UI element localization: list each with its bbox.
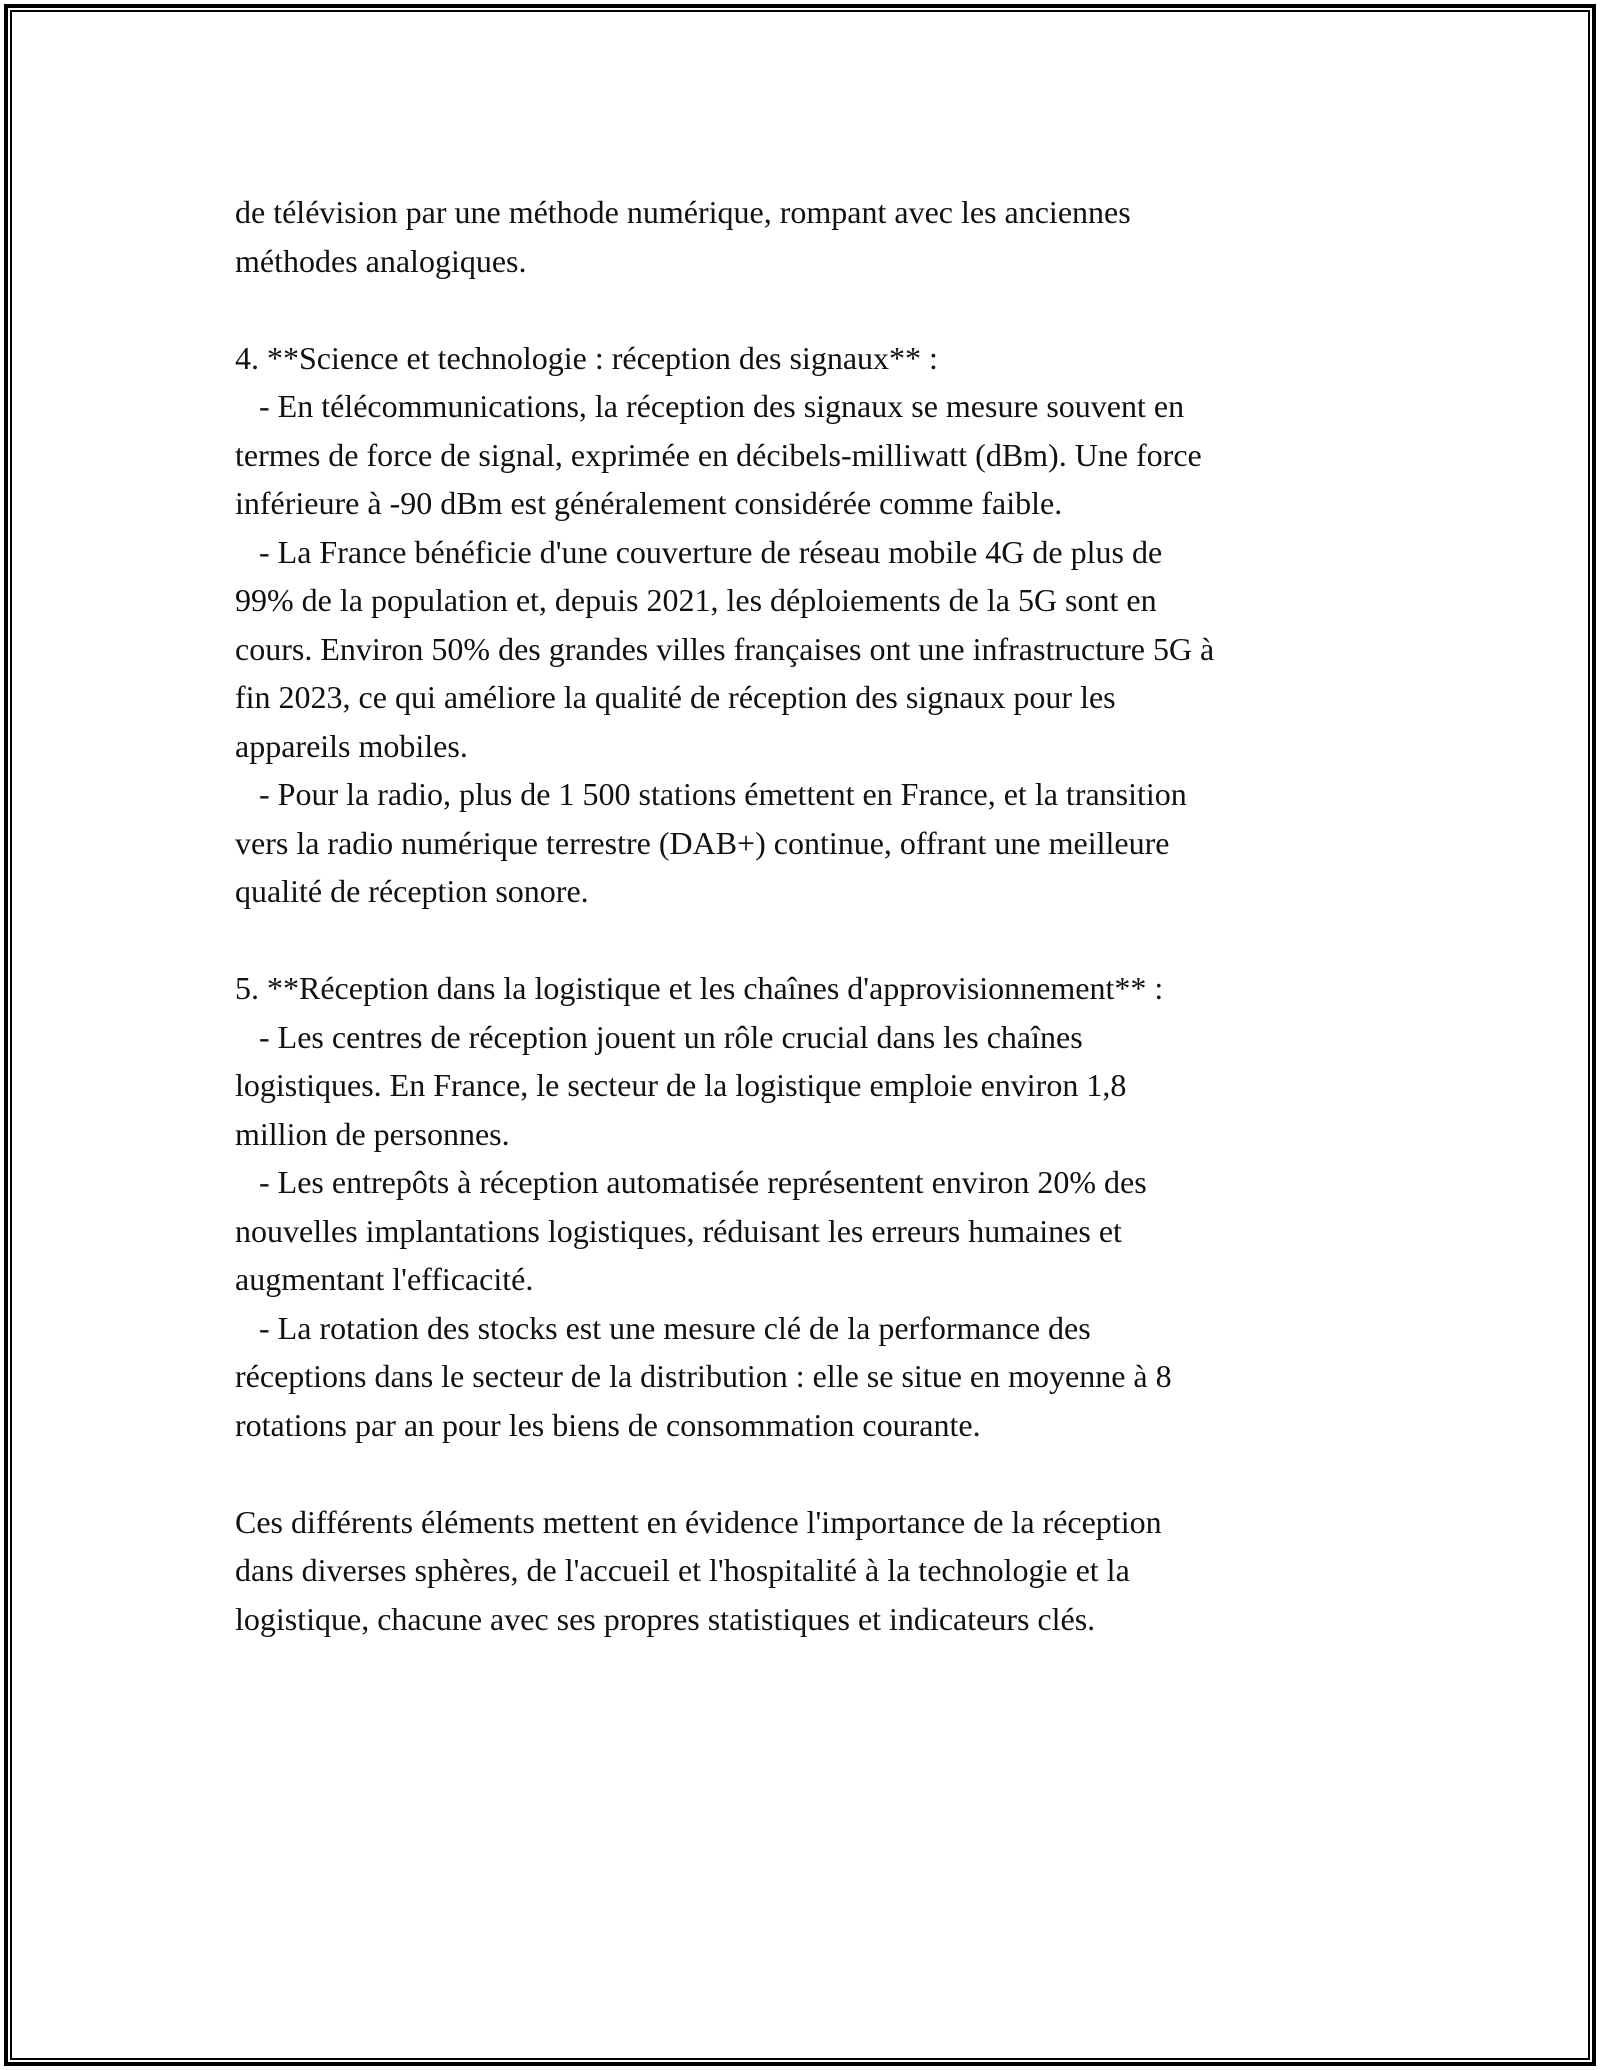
- text-line: de télévision par une méthode numérique, rompant avec les anciennes: [235, 194, 1131, 230]
- text-line: million de personnes.: [235, 1115, 510, 1152]
- conclusion-line: Ces différents éléments mettent en évidence l'importance de la réception: [235, 1503, 1162, 1540]
- text-line: appareils mobiles.: [235, 727, 468, 764]
- text-line: - Les centres de réception jouent un rôle crucial dans les chaînes: [235, 1018, 1083, 1055]
- text-line: qualité de réception sonore.: [235, 873, 589, 909]
- text-line: nouvelles implantations logistiques, réduisant les erreurs humaines et: [235, 1212, 1122, 1249]
- text-line: vers la radio numérique terrestre (DAB+) continue, offrant une meilleure: [235, 824, 1170, 861]
- text-line: augmentant l'efficacité.: [235, 1261, 534, 1297]
- conclusion-line: dans diverses sphères, de l'accueil et l'hospitalité à la technologie et la: [235, 1552, 1130, 1588]
- text-line: méthodes analogiques.: [235, 242, 527, 279]
- blank-line: [235, 285, 1375, 334]
- text-line: - La France bénéficie d'une couverture de réseau mobile 4G de plus de: [235, 533, 1163, 570]
- blank-line: [235, 1449, 1375, 1498]
- text-line: réceptions dans le secteur de la distribution : elle se situe en moyenne à 8: [235, 1358, 1172, 1394]
- text-line: cours. Environ 50% des grandes villes françaises ont une infrastructure 5G à: [235, 630, 1215, 667]
- blank-line: [235, 916, 1375, 965]
- text-line: 99% de la population et, depuis 2021, les déploiements de la 5G sont en: [235, 582, 1157, 618]
- section-heading: 5. **Réception dans la logistique et les chaînes d'approvisionnement** :: [235, 970, 1164, 1006]
- text-line: rotations par an pour les biens de consommation courante.: [235, 1406, 981, 1443]
- section-heading: 4. **Science et technologie : réception des signaux** :: [235, 339, 938, 376]
- text-line: - La rotation des stocks est une mesure clé de la performance des: [235, 1309, 1091, 1346]
- text-line: inférieure à -90 dBm est généralement considérée comme faible.: [235, 485, 1063, 521]
- text-line: fin 2023, ce qui améliore la qualité de réception des signaux pour les: [235, 679, 1116, 715]
- conclusion-line: logistique, chacune avec ses propres statistiques et indicateurs clés.: [235, 1600, 1096, 1637]
- text-line: - En télécommunications, la réception des signaux se mesure souvent en: [235, 388, 1185, 424]
- text-line: termes de force de signal, exprimée en décibels-milliwatt (dBm). Une force: [235, 436, 1202, 473]
- document-body: [235, 188, 1375, 1643]
- text-line: logistiques. En France, le secteur de la logistique emploie environ 1,8: [235, 1067, 1127, 1103]
- text-line: - Les entrepôts à réception automatisée représentent environ 20% des: [235, 1164, 1147, 1200]
- text-line: - Pour la radio, plus de 1 500 stations émettent en France, et la transition: [235, 776, 1187, 812]
